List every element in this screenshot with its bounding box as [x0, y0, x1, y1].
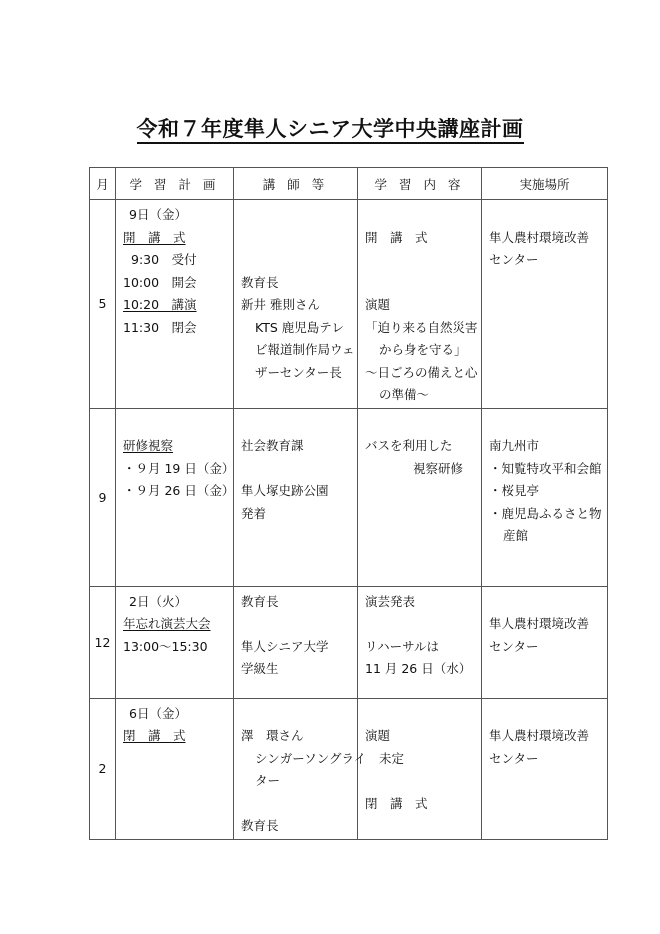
content-line: [365, 413, 476, 436]
header-month: 月: [90, 168, 116, 200]
lecturer-line: 学級生: [241, 661, 279, 676]
venue-line: [489, 413, 602, 436]
content-cell: [358, 586, 482, 698]
content-line: 演題: [365, 728, 391, 743]
table-row: [90, 586, 608, 698]
content-line: 「迫り来る自然災害: [365, 319, 478, 335]
lecturer-cell: [234, 408, 358, 586]
content-cell: [358, 408, 482, 586]
plan-line: 2日（火）: [129, 593, 187, 609]
venue-line: センター: [489, 252, 539, 267]
table-row: [90, 408, 608, 586]
lecturer-line: 教育長: [241, 274, 279, 290]
content-line: の準備～: [379, 387, 430, 402]
plan-line: 9:30 受付: [131, 252, 197, 267]
header-lecturer: 講 師 等: [234, 168, 358, 200]
month-cell: 12: [90, 586, 116, 698]
venue-cell: [482, 408, 608, 586]
header-row: [90, 168, 608, 200]
lecturer-line: シンガーソングライ: [255, 750, 367, 766]
title-text: 令和７年度隼人シニア大学中央講座計画: [137, 117, 524, 144]
venue-cell: [482, 200, 608, 409]
content-line: 演題: [365, 297, 391, 312]
venue-line: 隼人農村環境改善: [489, 728, 590, 743]
content-line: 演芸発表: [365, 593, 416, 609]
lecturer-line: 発着: [241, 505, 267, 521]
venue-line: センター: [489, 750, 539, 766]
content-line: [365, 249, 476, 272]
page-title: [0, 113, 660, 143]
venue-line: 隼人農村環境改善: [489, 229, 590, 245]
content-line: 開 講 式: [365, 229, 428, 245]
content-line: 11 月 26 日（水）: [365, 661, 472, 676]
plan-cell: [116, 698, 234, 839]
lecturer-line: 社会教育課: [241, 438, 304, 453]
venue-line: 産館: [503, 528, 529, 543]
plan-line: ・９月 26 日（金）: [123, 483, 235, 498]
plan-cell: [116, 408, 234, 586]
content-line: [365, 613, 476, 636]
lecturer-cell: [234, 698, 367, 839]
lecturer-line: ビ報道制作局ウェ: [255, 342, 355, 357]
content-line: リハーサルは: [365, 638, 440, 654]
lecturer-line: [241, 458, 352, 481]
lecturer-line: KTS 鹿児島テレ: [255, 319, 345, 335]
lecturer-line: [241, 227, 352, 250]
content-line: 閉 講 式: [365, 795, 428, 811]
venue-cell: [482, 586, 608, 698]
content-cell: [358, 200, 482, 409]
plan-line: 9日（金）: [129, 207, 187, 222]
plan-cell: [116, 200, 234, 409]
lecturer-line: [241, 413, 352, 436]
plan-line: 10:20 講演: [123, 297, 197, 312]
header-content: 学 習 内 容: [358, 168, 482, 200]
content-line: [365, 770, 476, 793]
content-line: 視察研修: [413, 460, 464, 476]
lecturer-cell: [234, 200, 358, 409]
lecturer-line: 隼人塚史跡公園: [241, 483, 329, 498]
venue-line: センター: [489, 638, 539, 654]
lecturer-line: 隼人シニア大学: [241, 638, 329, 654]
lecturer-line: ター: [255, 773, 281, 788]
month-cell: 9: [90, 408, 116, 586]
plan-line: 開 講 式: [123, 229, 186, 245]
plan-line: 年忘れ演芸大会: [123, 616, 211, 631]
venue-line: 隼人農村環境改善: [489, 616, 590, 631]
venue-line: [489, 591, 602, 614]
plan-line: 閉 講 式: [123, 728, 186, 743]
venue-line: ・知覧特攻平和会館: [489, 460, 602, 476]
plan-line: ・９月 19 日（金）: [123, 460, 235, 476]
content-cell: [358, 698, 482, 839]
content-line: 未定: [379, 750, 405, 766]
venue-cell: [482, 698, 608, 839]
lecturer-line: [241, 613, 352, 636]
table-row: [90, 200, 608, 409]
header-venue: 実施場所: [482, 168, 608, 200]
lecturer-line: 教育長: [241, 593, 279, 609]
lecturer-line: [241, 793, 352, 816]
content-line: [365, 204, 476, 227]
venue-line: ・鹿児島ふるさと物: [489, 505, 602, 521]
venue-line: [489, 703, 602, 726]
lecture-plan-table: [89, 167, 608, 840]
plan-line: [123, 413, 228, 436]
content-line: ～日ごろの備えと心: [365, 364, 478, 380]
plan-line: 6日（金）: [129, 705, 187, 721]
plan-line: 11:30 閉会: [123, 319, 197, 335]
lecturer-line: [241, 204, 352, 227]
plan-cell: [116, 586, 234, 698]
month-cell: 5: [90, 200, 116, 409]
lecturer-line: 澤 環さん: [241, 728, 304, 743]
content-line: [365, 703, 476, 726]
content-line: から身を守る」: [379, 342, 467, 357]
lecturer-line: [241, 703, 352, 726]
venue-line: [489, 204, 602, 227]
content-line: [365, 272, 476, 295]
table-row: [90, 698, 608, 839]
venue-line: ・桜見亭: [489, 483, 540, 498]
content-line: バスを利用した: [365, 438, 453, 453]
lecturer-line: ザーセンター長: [255, 364, 342, 380]
header-plan: 学 習 計 画: [116, 168, 234, 200]
lecturer-cell: [234, 586, 358, 698]
venue-line: 南九州市: [489, 438, 540, 453]
lecturer-line: [241, 249, 352, 272]
plan-line: 10:00 開会: [123, 274, 197, 290]
plan-line: 13:00～15:30: [123, 638, 208, 654]
month-cell: 2: [90, 698, 116, 839]
plan-line: 研修視察: [123, 438, 174, 453]
lecturer-line: 新井 雅則さん: [241, 297, 320, 312]
lecturer-line: 教育長: [241, 818, 279, 833]
